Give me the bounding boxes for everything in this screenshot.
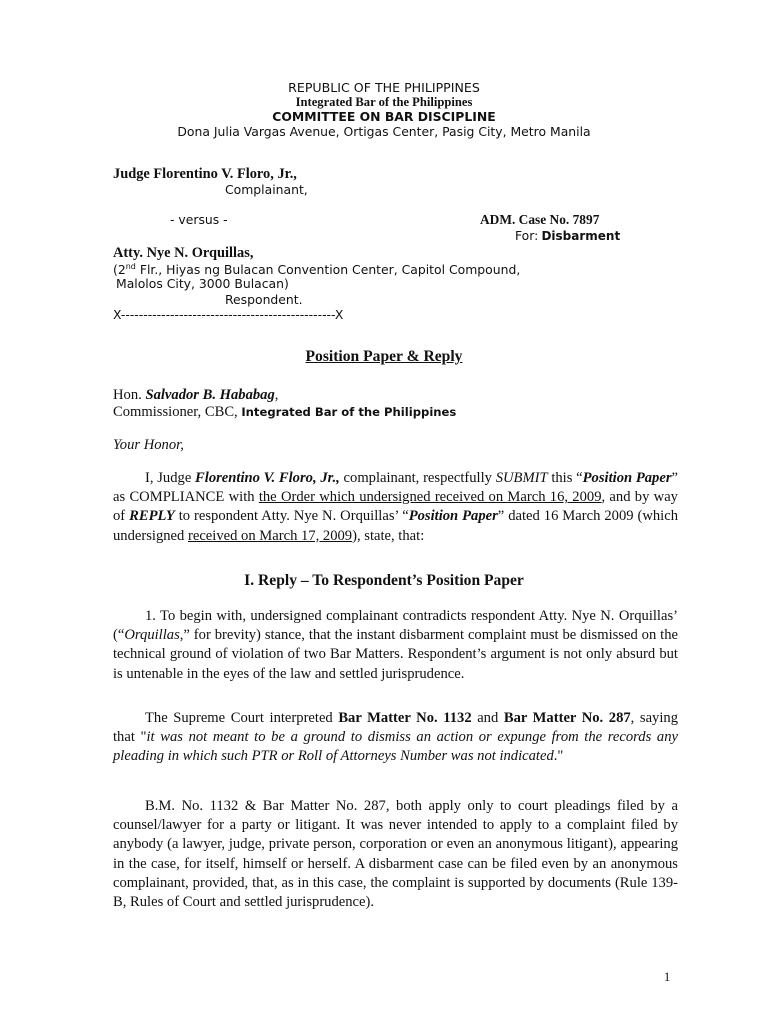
intro-position-paper-2: Position Paper	[408, 508, 498, 525]
para3-text: B.M. No. 1132 & Bar Matter No. 287, both apply only to court pleadings filed by a counsel/lawyer for a party or litigant. It was never intended to apply to a complaint filed by anybody (a lawyer, judge, private person, corporation or even an anonymous litigant), appearing in the case, for itself, himself or herself. A disbarment case can be filed even by an anonymous complainant, provided, that, as in this case, the complaint is supported by documents (Rule 139-B, Rules of Court and settled jurisprudence).	[113, 798, 678, 911]
para2-text-2: and	[471, 710, 504, 726]
caption-separator: X------------------------------------------------X	[113, 307, 344, 322]
address-line1-rest: Flr., Hiyas ng Bulacan Convention Center, Capitol Compound,	[135, 262, 521, 277]
para2-bar-matter-287: Bar Matter No. 287	[503, 710, 631, 726]
case-for	[515, 228, 620, 244]
para2-text-4: ."	[553, 748, 564, 765]
intro-text-2: complainant, respectfully	[339, 470, 496, 486]
para1-orquillas: Orquillas	[124, 627, 180, 644]
addressee-name: Salvador B. Hababag	[145, 387, 275, 403]
intro-submit: SUBMIT	[495, 470, 548, 486]
addressee-role-line	[113, 404, 456, 421]
intro-received: received on March 17, 2009	[187, 527, 353, 544]
complainant-name: Judge Florentino V. Floro, Jr.,	[113, 166, 297, 182]
case-for-value: Disbarment	[541, 229, 621, 243]
addressee-hon: Hon.	[113, 387, 142, 403]
addressee-name-line	[113, 387, 278, 404]
respondent-label: Respondent.	[225, 292, 303, 307]
intro-position-paper-1: Position Paper	[582, 470, 672, 486]
intro-text-3: this “	[547, 470, 583, 486]
respondent-address-line2: Malolos City, 3000 Bulacan)	[116, 276, 289, 291]
para1-text-2: ,” for brevity) stance, that the instant disbarment complaint must be dismissed on the technical ground of violation of two Bar Matters. Respondent’s argument is not only absurd but is untenable in the eyes of the law and settled jurisprudence.	[113, 627, 678, 682]
case-number: ADM. Case No. 7897	[480, 212, 600, 227]
intro-text-8: ), state, that:	[352, 527, 425, 544]
document-title: Position Paper & Reply	[305, 348, 463, 365]
para2-quote: it was not meant to be a ground to dismiss an action or expunge from the records any pleading in which such PTR or Roll of Attorneys Number was not indicated	[113, 729, 678, 765]
salutation: Your Honor,	[113, 437, 184, 453]
case-for-label: For:	[515, 228, 539, 243]
header-ibp: Integrated Bar of the Philippines	[295, 95, 473, 109]
intro-text-4: ” as COMPLIANCE with	[113, 470, 678, 506]
intro-paragraph	[113, 469, 678, 546]
address-open: (2	[113, 262, 126, 277]
addressee-role: Commissioner, CBC,	[113, 404, 242, 420]
para2-text-1: The Supreme Court interpreted	[145, 710, 339, 726]
page-number: 1	[664, 970, 671, 984]
intro-text-5: , and by way of	[113, 489, 678, 525]
header-committee: COMMITTEE ON BAR DISCIPLINE	[272, 109, 496, 124]
intro-text-6: to respondent Atty. Nye N. Orquillas’ “	[174, 508, 409, 525]
versus-label: - versus -	[170, 212, 228, 227]
intro-order: the Order which undersigned received on March 16, 2009	[258, 489, 602, 506]
para2-bar-matter-1132: Bar Matter No. 1132	[338, 710, 472, 726]
section-heading: I. Reply – To Respondent’s Position Paper	[244, 572, 524, 589]
respondent-address-line1	[113, 262, 520, 277]
intro-text-7: ” dated 16 March 2009 (which undersigned	[113, 508, 679, 544]
intro-reply: REPLY	[129, 508, 175, 525]
reply-paragraph-3	[113, 797, 678, 912]
header-address: Dona Julia Vargas Avenue, Ortigas Center, Pasig City, Metro Manila	[177, 124, 591, 139]
addressee-comma: ,	[274, 387, 279, 403]
para1-text-1: 1. To begin with, undersigned complainant contradicts respondent Atty. Nye N. Orquillas’ (“	[113, 608, 678, 644]
reply-paragraph-2	[113, 709, 678, 767]
intro-complainant-name: Florentino V. Floro, Jr.,	[195, 470, 340, 486]
addressee-org: Integrated Bar of the Philippines	[241, 405, 457, 419]
respondent-name: Atty. Nye N. Orquillas,	[113, 245, 254, 261]
address-superscript: nd	[125, 261, 136, 271]
para2-text-3: , saying that "	[113, 710, 678, 746]
header-republic: REPUBLIC OF THE PHILIPPINES	[288, 80, 480, 95]
complainant-label: Complainant,	[225, 182, 308, 197]
intro-text-1: I, Judge	[145, 470, 196, 486]
reply-paragraph-1	[113, 607, 678, 684]
